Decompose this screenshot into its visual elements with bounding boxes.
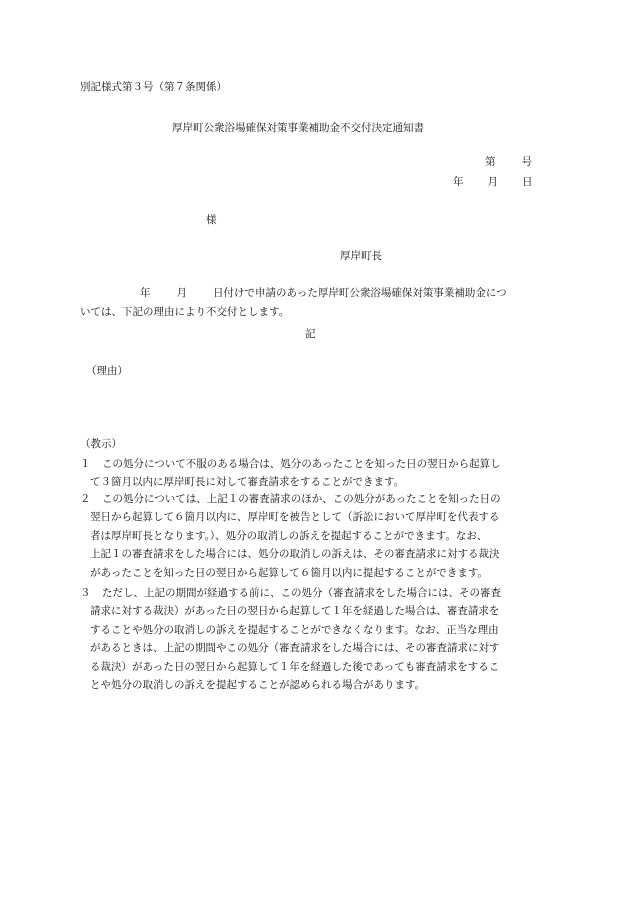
instruction-line: て３箇月以内に厚岸町長に対して審査請求をすることができます。 (90, 476, 405, 488)
instruction-line: 翌日から起算して６箇月以内に、厚岸町を被告として（訴訟において厚岸町を代表する (90, 511, 500, 523)
instruction-number: ２ (80, 493, 91, 505)
instruction-line: 請求に対する裁決）があった日の翌日から起算して１年を経過した場合は、審査請求を (90, 605, 500, 617)
body-year: 年 (140, 287, 151, 299)
document-number (485, 157, 532, 168)
reason-label: （理由） (86, 365, 128, 377)
instruction-line: この処分について不服のある場合は、処分のあったことを知った日の翌日から起算し (102, 458, 501, 470)
date-year: 年 (453, 176, 464, 188)
number-go: 号 (521, 156, 532, 168)
instruction-line: とや処分の取消しの訴えを提起することが認められる場合があります。 (90, 679, 426, 691)
number-dai: 第 (485, 156, 496, 168)
ki-heading: 記 (305, 328, 316, 340)
sender-name: 厚岸町長 (340, 250, 382, 262)
body-line-1 (140, 288, 507, 299)
date-month: 月 (487, 176, 498, 188)
instructions-label: （教示） (80, 438, 122, 450)
date-day: 日 (522, 176, 533, 188)
instruction-line: る裁決）があった日の翌日から起算して１年を経過した後であっても審査請求をするこ (90, 661, 500, 673)
instruction-line: 者は厚岸町長となります。）、処分の取消しの訴えを提起することができます。なお、 (90, 530, 488, 542)
instruction-line: この処分については、上記１の審査請求のほか、この処分があったことを知った日の (102, 493, 501, 505)
recipient-honorific: 様 (206, 214, 217, 226)
body-line-2: いては、下記の理由により不交付とします。 (80, 306, 290, 318)
instruction-line: があったことを知った日の翌日から起算して６箇月以内に提起することができます。 (90, 567, 489, 579)
form-number-label: 別記様式第３号（第７条関係） (80, 81, 227, 93)
body-line1-text: 日付けで申請のあった厚岸町公衆浴場確保対策事業補助金につ (213, 287, 507, 299)
issue-date (453, 177, 533, 188)
instruction-number: １ (80, 458, 91, 470)
instruction-line: 上記１の審査請求をした場合には、処分の取消しの訴えは、その審査請求に対する裁決 (90, 548, 500, 560)
body-month: 月 (176, 287, 187, 299)
instruction-line: があるときは、上記の期間やこの処分（審査請求をした場合には、その審査請求に対す (90, 642, 500, 654)
instruction-line: ただし、上記の期間が経過する前に、この処分（審査請求をした場合には、その審査 (102, 587, 501, 599)
document-title: 厚岸町公衆浴場確保対策事業補助金不交付決定通知書 (172, 122, 424, 134)
instruction-line: することや処分の取消しの訴えを提起することができなくなります。なお、正当な理由 (90, 624, 499, 636)
instruction-number: ３ (80, 587, 91, 599)
